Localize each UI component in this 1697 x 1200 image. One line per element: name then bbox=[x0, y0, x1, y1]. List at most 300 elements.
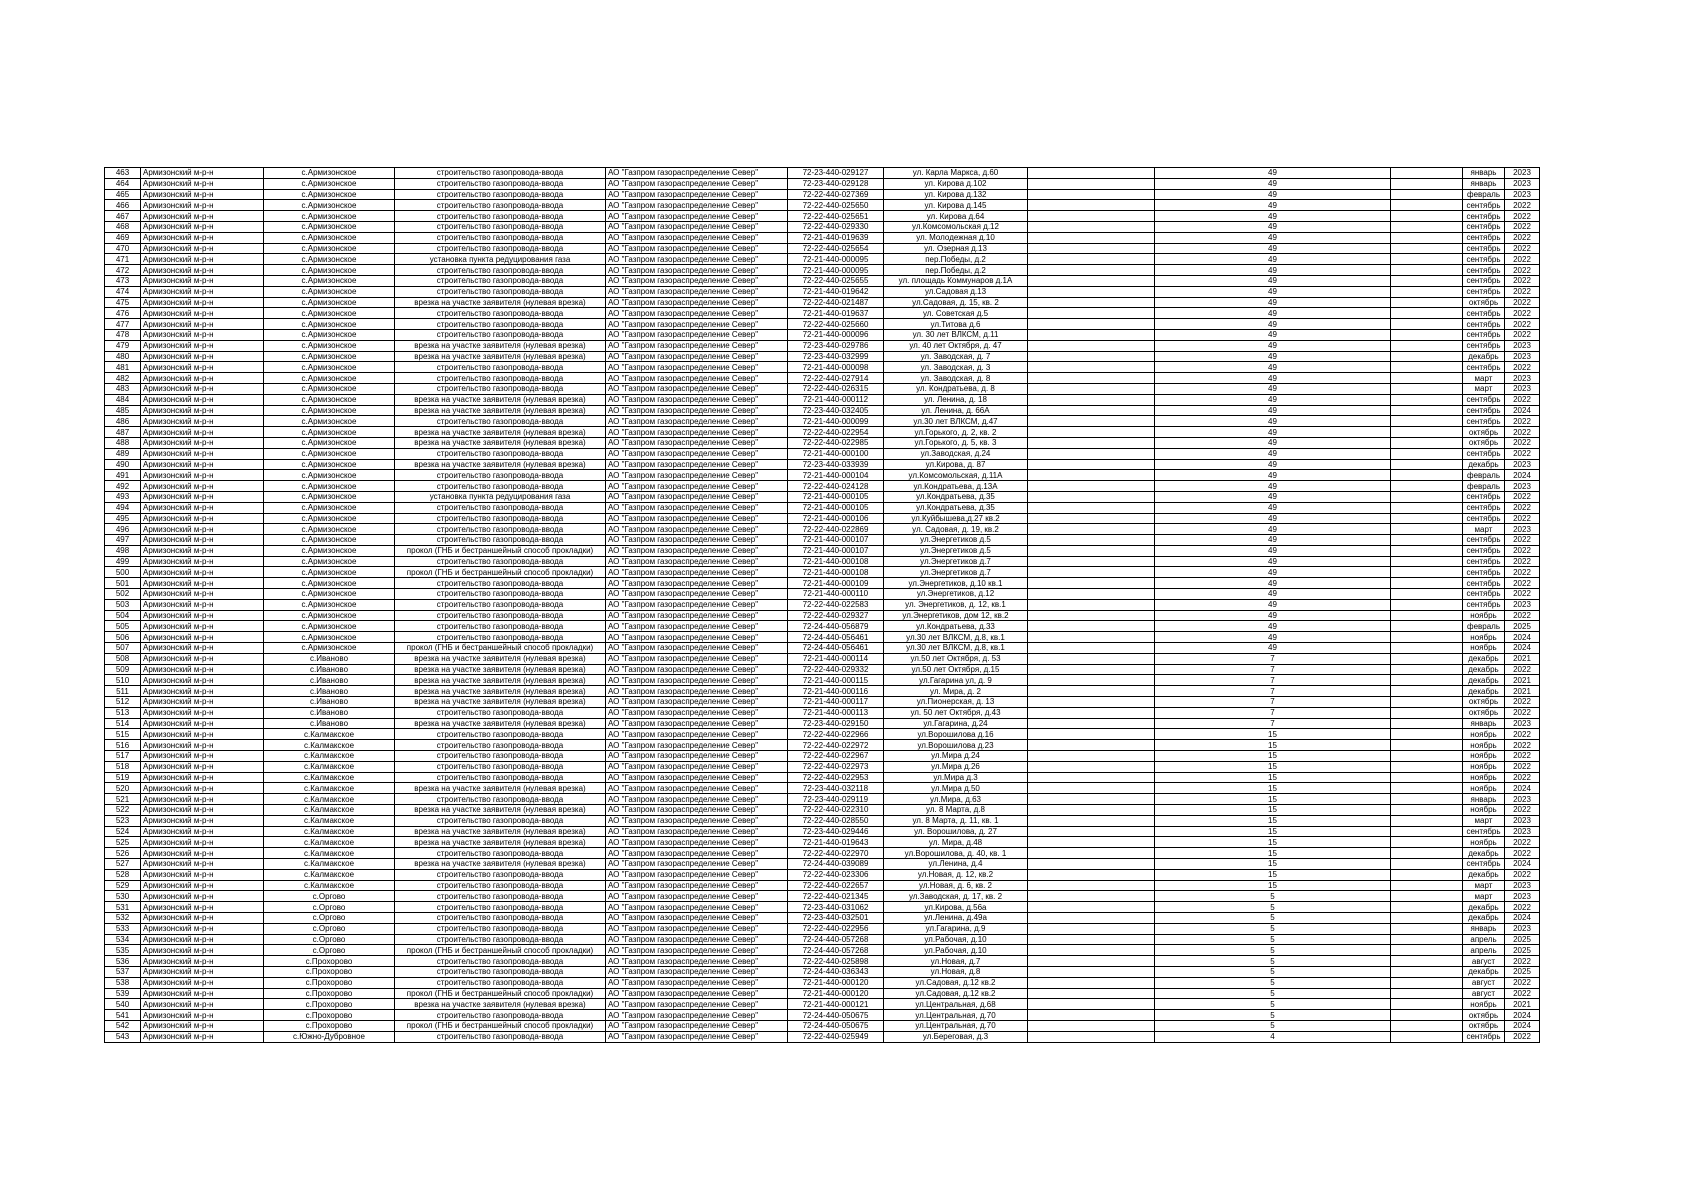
cadastral-number-cell: 72-21-440-000098 bbox=[788, 362, 884, 373]
work-type-cell: врезка на участке заявителя (нулевая врезка) bbox=[395, 297, 606, 308]
month-cell: декабрь bbox=[1463, 459, 1505, 470]
quantity-cell: 15 bbox=[1155, 729, 1391, 740]
row-number-cell: 486 bbox=[105, 416, 141, 427]
year-cell: 2023 bbox=[1505, 351, 1540, 362]
table-row bbox=[105, 999, 1540, 1010]
year-cell: 2023 bbox=[1505, 340, 1540, 351]
address-cell: ул. Заводская, д. 7 bbox=[884, 351, 1028, 362]
empty-cell bbox=[1028, 211, 1155, 222]
row-number-cell: 540 bbox=[105, 999, 141, 1010]
empty-cell bbox=[1028, 772, 1155, 783]
organization-cell: АО "Газпром газораспределение Север" bbox=[606, 211, 788, 222]
month-cell: март bbox=[1463, 383, 1505, 394]
empty-cell bbox=[1028, 535, 1155, 546]
cadastral-number-cell: 72-22-440-027369 bbox=[788, 189, 884, 200]
empty-cell bbox=[1028, 966, 1155, 977]
settlement-cell: с.Армизонское bbox=[264, 599, 395, 610]
table-row bbox=[105, 902, 1540, 913]
row-number-cell: 495 bbox=[105, 513, 141, 524]
row-number-cell: 522 bbox=[105, 805, 141, 816]
organization-cell: АО "Газпром газораспределение Север" bbox=[606, 632, 788, 643]
address-cell: ул.Горького, д. 2, кв. 2 bbox=[884, 427, 1028, 438]
month-cell: сентябрь bbox=[1463, 243, 1505, 254]
district-cell: Армизонский м-р-н bbox=[141, 912, 264, 923]
table-row bbox=[105, 351, 1540, 362]
organization-cell: АО "Газпром газораспределение Север" bbox=[606, 275, 788, 286]
empty-cell bbox=[1028, 319, 1155, 330]
table-row bbox=[105, 448, 1540, 459]
organization-cell: АО "Газпром газораспределение Север" bbox=[606, 286, 788, 297]
settlement-cell: с.Армизонское bbox=[264, 416, 395, 427]
work-type-cell: врезка на участке заявителя (нулевая врезка) bbox=[395, 664, 606, 675]
month-cell: ноябрь bbox=[1463, 805, 1505, 816]
work-type-cell: врезка на участке заявителя (нулевая врезка) bbox=[395, 783, 606, 794]
row-number-cell: 505 bbox=[105, 621, 141, 632]
organization-cell: АО "Газпром газораспределение Север" bbox=[606, 621, 788, 632]
empty-cell bbox=[1028, 751, 1155, 762]
settlement-cell: с.Калмакское bbox=[264, 761, 395, 772]
settlement-cell: с.Оргово bbox=[264, 923, 395, 934]
row-number-cell: 484 bbox=[105, 394, 141, 405]
quantity-cell: 7 bbox=[1155, 707, 1391, 718]
organization-cell: АО "Газпром газораспределение Север" bbox=[606, 923, 788, 934]
quantity-cell: 15 bbox=[1155, 815, 1391, 826]
settlement-cell: с.Армизонское bbox=[264, 567, 395, 578]
organization-cell: АО "Газпром газораспределение Север" bbox=[606, 405, 788, 416]
table-row bbox=[105, 697, 1540, 708]
work-type-cell: врезка на участке заявителя (нулевая врезка) bbox=[395, 405, 606, 416]
cadastral-number-cell: 72-22-440-025655 bbox=[788, 275, 884, 286]
year-cell: 2022 bbox=[1505, 707, 1540, 718]
month-cell: ноябрь bbox=[1463, 783, 1505, 794]
organization-cell: АО "Газпром газораспределение Север" bbox=[606, 221, 788, 232]
table-row bbox=[105, 275, 1540, 286]
district-cell: Армизонский м-р-н bbox=[141, 578, 264, 589]
cadastral-number-cell: 72-24-440-056461 bbox=[788, 632, 884, 643]
address-cell: ул. Кирова д.132 bbox=[884, 189, 1028, 200]
empty-cell bbox=[1028, 632, 1155, 643]
quantity-cell: 49 bbox=[1155, 383, 1391, 394]
work-type-cell: строительство газопровода-ввода bbox=[395, 880, 606, 891]
quantity-cell: 15 bbox=[1155, 794, 1391, 805]
organization-cell: АО "Газпром газораспределение Север" bbox=[606, 977, 788, 988]
settlement-cell: с.Армизонское bbox=[264, 437, 395, 448]
empty-cell bbox=[1028, 902, 1155, 913]
row-number-cell: 498 bbox=[105, 545, 141, 556]
organization-cell: АО "Газпром газораспределение Север" bbox=[606, 966, 788, 977]
month-cell: сентябрь bbox=[1463, 200, 1505, 211]
month-cell: сентябрь bbox=[1463, 405, 1505, 416]
quantity-cell: 49 bbox=[1155, 265, 1391, 276]
table-row bbox=[105, 405, 1540, 416]
quantity-cell: 49 bbox=[1155, 589, 1391, 600]
address-cell: ул.Садовая, д.12 кв.2 bbox=[884, 977, 1028, 988]
empty-cell bbox=[1391, 189, 1463, 200]
row-number-cell: 477 bbox=[105, 319, 141, 330]
address-cell: ул.Заводская, д.24 bbox=[884, 448, 1028, 459]
settlement-cell: с.Армизонское bbox=[264, 405, 395, 416]
quantity-cell: 49 bbox=[1155, 286, 1391, 297]
settlement-cell: с.Армизонское bbox=[264, 340, 395, 351]
quantity-cell: 49 bbox=[1155, 567, 1391, 578]
empty-cell bbox=[1028, 848, 1155, 859]
organization-cell: АО "Газпром газораспределение Север" bbox=[606, 772, 788, 783]
month-cell: март bbox=[1463, 524, 1505, 535]
quantity-cell: 5 bbox=[1155, 988, 1391, 999]
table-row bbox=[105, 513, 1540, 524]
empty-cell bbox=[1391, 168, 1463, 179]
empty-cell bbox=[1028, 1010, 1155, 1021]
organization-cell: АО "Газпром газораспределение Север" bbox=[606, 761, 788, 772]
year-cell: 2022 bbox=[1505, 394, 1540, 405]
table-row bbox=[105, 340, 1540, 351]
quantity-cell: 49 bbox=[1155, 524, 1391, 535]
empty-cell bbox=[1391, 740, 1463, 751]
empty-cell bbox=[1391, 977, 1463, 988]
work-type-cell: врезка на участке заявителя (нулевая врезка) bbox=[395, 718, 606, 729]
row-number-cell: 502 bbox=[105, 589, 141, 600]
month-cell: сентябрь bbox=[1463, 308, 1505, 319]
month-cell: сентябрь bbox=[1463, 556, 1505, 567]
work-type-cell: врезка на участке заявителя (нулевая врезка) bbox=[395, 394, 606, 405]
table-row bbox=[105, 805, 1540, 816]
month-cell: февраль bbox=[1463, 621, 1505, 632]
cadastral-number-cell: 72-23-440-032118 bbox=[788, 783, 884, 794]
cadastral-number-cell: 72-21-440-000099 bbox=[788, 416, 884, 427]
empty-cell bbox=[1028, 707, 1155, 718]
month-cell: сентябрь bbox=[1463, 221, 1505, 232]
settlement-cell: с.Армизонское bbox=[264, 632, 395, 643]
row-number-cell: 496 bbox=[105, 524, 141, 535]
settlement-cell: с.Иваново bbox=[264, 697, 395, 708]
address-cell: ул. Кирова д.145 bbox=[884, 200, 1028, 211]
cadastral-number-cell: 72-22-440-022972 bbox=[788, 740, 884, 751]
empty-cell bbox=[1028, 502, 1155, 513]
year-cell: 2022 bbox=[1505, 869, 1540, 880]
cadastral-number-cell: 72-21-440-000120 bbox=[788, 977, 884, 988]
empty-cell bbox=[1028, 383, 1155, 394]
year-cell: 2021 bbox=[1505, 999, 1540, 1010]
table-row bbox=[105, 815, 1540, 826]
address-cell: ул.Куйбышева,д.27 кв.2 bbox=[884, 513, 1028, 524]
settlement-cell: с.Калмакское bbox=[264, 826, 395, 837]
work-type-cell: врезка на участке заявителя (нулевая врезка) bbox=[395, 653, 606, 664]
work-type-cell: строительство газопровода-ввода bbox=[395, 740, 606, 751]
work-type-cell: строительство газопровода-ввода bbox=[395, 794, 606, 805]
empty-cell bbox=[1391, 459, 1463, 470]
empty-cell bbox=[1391, 956, 1463, 967]
empty-cell bbox=[1391, 232, 1463, 243]
address-cell: ул.Мира, д.63 bbox=[884, 794, 1028, 805]
quantity-cell: 49 bbox=[1155, 211, 1391, 222]
quantity-cell: 49 bbox=[1155, 427, 1391, 438]
row-number-cell: 493 bbox=[105, 491, 141, 502]
table-row bbox=[105, 923, 1540, 934]
table-row bbox=[105, 718, 1540, 729]
organization-cell: АО "Газпром газораспределение Север" bbox=[606, 880, 788, 891]
empty-cell bbox=[1391, 416, 1463, 427]
table-row bbox=[105, 945, 1540, 956]
month-cell: октябрь bbox=[1463, 1020, 1505, 1031]
work-type-cell: прокол (ГНБ и бестраншейный способ прокладки) bbox=[395, 988, 606, 999]
table-row bbox=[105, 459, 1540, 470]
empty-cell bbox=[1391, 351, 1463, 362]
work-type-cell: врезка на участке заявителя (нулевая врезка) bbox=[395, 686, 606, 697]
district-cell: Армизонский м-р-н bbox=[141, 761, 264, 772]
organization-cell: АО "Газпром газораспределение Север" bbox=[606, 319, 788, 330]
work-type-cell: строительство газопровода-ввода bbox=[395, 599, 606, 610]
cadastral-number-cell: 72-22-440-025898 bbox=[788, 956, 884, 967]
empty-cell bbox=[1028, 1031, 1155, 1042]
work-type-cell: строительство газопровода-ввода bbox=[395, 168, 606, 179]
settlement-cell: с.Армизонское bbox=[264, 297, 395, 308]
cadastral-number-cell: 72-23-440-029446 bbox=[788, 826, 884, 837]
table-row bbox=[105, 1010, 1540, 1021]
table-row bbox=[105, 567, 1540, 578]
table-row bbox=[105, 729, 1540, 740]
table-row bbox=[105, 578, 1540, 589]
cadastral-number-cell: 72-22-440-021345 bbox=[788, 891, 884, 902]
empty-cell bbox=[1391, 599, 1463, 610]
year-cell: 2023 bbox=[1505, 459, 1540, 470]
address-cell: ул. 8 Марта, д. 11, кв. 1 bbox=[884, 815, 1028, 826]
empty-cell bbox=[1028, 340, 1155, 351]
organization-cell: АО "Газпром газораспределение Север" bbox=[606, 373, 788, 384]
quantity-cell: 7 bbox=[1155, 686, 1391, 697]
address-cell: ул. Озерная д.13 bbox=[884, 243, 1028, 254]
organization-cell: АО "Газпром газораспределение Север" bbox=[606, 999, 788, 1010]
year-cell: 2022 bbox=[1505, 1031, 1540, 1042]
district-cell: Армизонский м-р-н bbox=[141, 848, 264, 859]
work-type-cell: строительство газопровода-ввода bbox=[395, 751, 606, 762]
table-row bbox=[105, 221, 1540, 232]
empty-cell bbox=[1028, 610, 1155, 621]
row-number-cell: 511 bbox=[105, 686, 141, 697]
settlement-cell: с.Калмакское bbox=[264, 869, 395, 880]
table-row bbox=[105, 308, 1540, 319]
month-cell: ноябрь bbox=[1463, 999, 1505, 1010]
address-cell: ул.Комсомольская, д.11А bbox=[884, 470, 1028, 481]
cadastral-number-cell: 72-22-440-025660 bbox=[788, 319, 884, 330]
row-number-cell: 513 bbox=[105, 707, 141, 718]
year-cell: 2024 bbox=[1505, 470, 1540, 481]
address-cell: ул.Ворошилова, д. 40, кв. 1 bbox=[884, 848, 1028, 859]
district-cell: Армизонский м-р-н bbox=[141, 653, 264, 664]
row-number-cell: 491 bbox=[105, 470, 141, 481]
address-cell: ул.Ворошилова д.16 bbox=[884, 729, 1028, 740]
district-cell: Армизонский м-р-н bbox=[141, 599, 264, 610]
year-cell: 2022 bbox=[1505, 556, 1540, 567]
district-cell: Армизонский м-р-н bbox=[141, 535, 264, 546]
empty-cell bbox=[1391, 729, 1463, 740]
table-row bbox=[105, 977, 1540, 988]
cadastral-number-cell: 72-21-440-000107 bbox=[788, 535, 884, 546]
empty-cell bbox=[1028, 783, 1155, 794]
settlement-cell: с.Армизонское bbox=[264, 470, 395, 481]
year-cell: 2023 bbox=[1505, 826, 1540, 837]
year-cell: 2022 bbox=[1505, 232, 1540, 243]
district-cell: Армизонский м-р-н bbox=[141, 729, 264, 740]
address-cell: ул.Центральная, д.68 bbox=[884, 999, 1028, 1010]
month-cell: сентябрь bbox=[1463, 286, 1505, 297]
address-cell: ул. Кондратьева, д. 8 bbox=[884, 383, 1028, 394]
organization-cell: АО "Газпром газораспределение Север" bbox=[606, 718, 788, 729]
settlement-cell: с.Прохорово bbox=[264, 966, 395, 977]
district-cell: Армизонский м-р-н bbox=[141, 610, 264, 621]
work-type-cell: строительство газопровода-ввода bbox=[395, 912, 606, 923]
district-cell: Армизонский м-р-н bbox=[141, 502, 264, 513]
empty-cell bbox=[1391, 610, 1463, 621]
empty-cell bbox=[1028, 243, 1155, 254]
table-row bbox=[105, 329, 1540, 340]
organization-cell: АО "Газпром газораспределение Север" bbox=[606, 297, 788, 308]
work-type-cell: врезка на участке заявителя (нулевая врезка) bbox=[395, 805, 606, 816]
cadastral-number-cell: 72-21-440-000100 bbox=[788, 448, 884, 459]
row-number-cell: 518 bbox=[105, 761, 141, 772]
quantity-cell: 49 bbox=[1155, 394, 1391, 405]
work-type-cell: врезка на участке заявителя (нулевая врезка) bbox=[395, 999, 606, 1010]
work-type-cell: строительство газопровода-ввода bbox=[395, 265, 606, 276]
row-number-cell: 465 bbox=[105, 189, 141, 200]
quantity-cell: 49 bbox=[1155, 308, 1391, 319]
empty-cell bbox=[1391, 945, 1463, 956]
settlement-cell: с.Армизонское bbox=[264, 319, 395, 330]
year-cell: 2025 bbox=[1505, 945, 1540, 956]
month-cell: январь bbox=[1463, 923, 1505, 934]
empty-cell bbox=[1028, 891, 1155, 902]
month-cell: апрель bbox=[1463, 945, 1505, 956]
empty-cell bbox=[1028, 912, 1155, 923]
settlement-cell: с.Калмакское bbox=[264, 880, 395, 891]
empty-cell bbox=[1391, 1010, 1463, 1021]
empty-cell bbox=[1391, 923, 1463, 934]
cadastral-number-cell: 72-21-440-000095 bbox=[788, 265, 884, 276]
year-cell: 2023 bbox=[1505, 189, 1540, 200]
month-cell: декабрь bbox=[1463, 686, 1505, 697]
table-row bbox=[105, 988, 1540, 999]
month-cell: декабрь bbox=[1463, 664, 1505, 675]
organization-cell: АО "Газпром газораспределение Север" bbox=[606, 394, 788, 405]
address-cell: ул.Энергетиков д.5 bbox=[884, 545, 1028, 556]
empty-cell bbox=[1028, 286, 1155, 297]
district-cell: Армизонский м-р-н bbox=[141, 772, 264, 783]
row-number-cell: 510 bbox=[105, 675, 141, 686]
row-number-cell: 523 bbox=[105, 815, 141, 826]
settlement-cell: с.Оргово bbox=[264, 945, 395, 956]
district-cell: Армизонский м-р-н bbox=[141, 783, 264, 794]
district-cell: Армизонский м-р-н bbox=[141, 567, 264, 578]
work-type-cell: строительство газопровода-ввода bbox=[395, 329, 606, 340]
district-cell: Армизонский м-р-н bbox=[141, 1031, 264, 1042]
month-cell: март bbox=[1463, 815, 1505, 826]
organization-cell: АО "Газпром газораспределение Север" bbox=[606, 740, 788, 751]
cadastral-number-cell: 72-22-440-028550 bbox=[788, 815, 884, 826]
row-number-cell: 534 bbox=[105, 934, 141, 945]
empty-cell bbox=[1391, 556, 1463, 567]
work-type-cell: строительство газопровода-ввода bbox=[395, 243, 606, 254]
quantity-cell: 5 bbox=[1155, 912, 1391, 923]
settlement-cell: с.Иваново bbox=[264, 707, 395, 718]
district-cell: Армизонский м-р-н bbox=[141, 373, 264, 384]
month-cell: сентябрь bbox=[1463, 578, 1505, 589]
quantity-cell: 49 bbox=[1155, 491, 1391, 502]
settlement-cell: с.Калмакское bbox=[264, 751, 395, 762]
quantity-cell: 49 bbox=[1155, 513, 1391, 524]
year-cell: 2022 bbox=[1505, 243, 1540, 254]
address-cell: ул.Садовая, д.12 кв.2 bbox=[884, 988, 1028, 999]
empty-cell bbox=[1391, 340, 1463, 351]
district-cell: Армизонский м-р-н bbox=[141, 340, 264, 351]
district-cell: Армизонский м-р-н bbox=[141, 448, 264, 459]
address-cell: пер.Победы, д.2 bbox=[884, 254, 1028, 265]
settlement-cell: с.Армизонское bbox=[264, 254, 395, 265]
row-number-cell: 467 bbox=[105, 211, 141, 222]
month-cell: сентябрь bbox=[1463, 275, 1505, 286]
district-cell: Армизонский м-р-н bbox=[141, 437, 264, 448]
settlement-cell: с.Иваново bbox=[264, 664, 395, 675]
organization-cell: АО "Газпром газораспределение Север" bbox=[606, 675, 788, 686]
quantity-cell: 49 bbox=[1155, 329, 1391, 340]
quantity-cell: 49 bbox=[1155, 340, 1391, 351]
year-cell: 2022 bbox=[1505, 437, 1540, 448]
table-row bbox=[105, 643, 1540, 654]
cadastral-number-cell: 72-21-440-000106 bbox=[788, 513, 884, 524]
organization-cell: АО "Газпром газораспределение Север" bbox=[606, 545, 788, 556]
year-cell: 2023 bbox=[1505, 815, 1540, 826]
empty-cell bbox=[1391, 718, 1463, 729]
empty-cell bbox=[1391, 491, 1463, 502]
quantity-cell: 49 bbox=[1155, 599, 1391, 610]
district-cell: Армизонский м-р-н bbox=[141, 632, 264, 643]
work-type-cell: строительство газопровода-ввода bbox=[395, 535, 606, 546]
organization-cell: АО "Газпром газораспределение Север" bbox=[606, 200, 788, 211]
district-cell: Армизонский м-р-н bbox=[141, 891, 264, 902]
empty-cell bbox=[1391, 869, 1463, 880]
empty-cell bbox=[1391, 254, 1463, 265]
year-cell: 2022 bbox=[1505, 200, 1540, 211]
month-cell: сентябрь bbox=[1463, 362, 1505, 373]
district-cell: Армизонский м-р-н bbox=[141, 405, 264, 416]
table-row bbox=[105, 297, 1540, 308]
quantity-cell: 49 bbox=[1155, 200, 1391, 211]
address-cell: ул.Гагарина, д.9 bbox=[884, 923, 1028, 934]
row-number-cell: 543 bbox=[105, 1031, 141, 1042]
empty-cell bbox=[1391, 524, 1463, 535]
month-cell: декабрь bbox=[1463, 675, 1505, 686]
address-cell: ул.Энергетиков, д.10 кв.1 bbox=[884, 578, 1028, 589]
work-type-cell: установка пункта редуцирования газа bbox=[395, 254, 606, 265]
address-cell: ул.Энергетиков д.5 bbox=[884, 535, 1028, 546]
empty-cell bbox=[1391, 394, 1463, 405]
table-row bbox=[105, 621, 1540, 632]
empty-cell bbox=[1391, 437, 1463, 448]
settlement-cell: с.Иваново bbox=[264, 653, 395, 664]
quantity-cell: 49 bbox=[1155, 545, 1391, 556]
quantity-cell: 49 bbox=[1155, 275, 1391, 286]
work-type-cell: строительство газопровода-ввода bbox=[395, 621, 606, 632]
organization-cell: АО "Газпром газораспределение Север" bbox=[606, 567, 788, 578]
empty-cell bbox=[1028, 934, 1155, 945]
empty-cell bbox=[1391, 286, 1463, 297]
work-type-cell: строительство газопровода-ввода bbox=[395, 200, 606, 211]
table-row bbox=[105, 178, 1540, 189]
settlement-cell: с.Армизонское bbox=[264, 232, 395, 243]
work-type-cell: врезка на участке заявителя (нулевая врезка) bbox=[395, 697, 606, 708]
cadastral-number-cell: 72-22-440-026315 bbox=[788, 383, 884, 394]
year-cell: 2024 bbox=[1505, 1010, 1540, 1021]
table-row bbox=[105, 751, 1540, 762]
address-cell: ул. Заводская, д. 3 bbox=[884, 362, 1028, 373]
